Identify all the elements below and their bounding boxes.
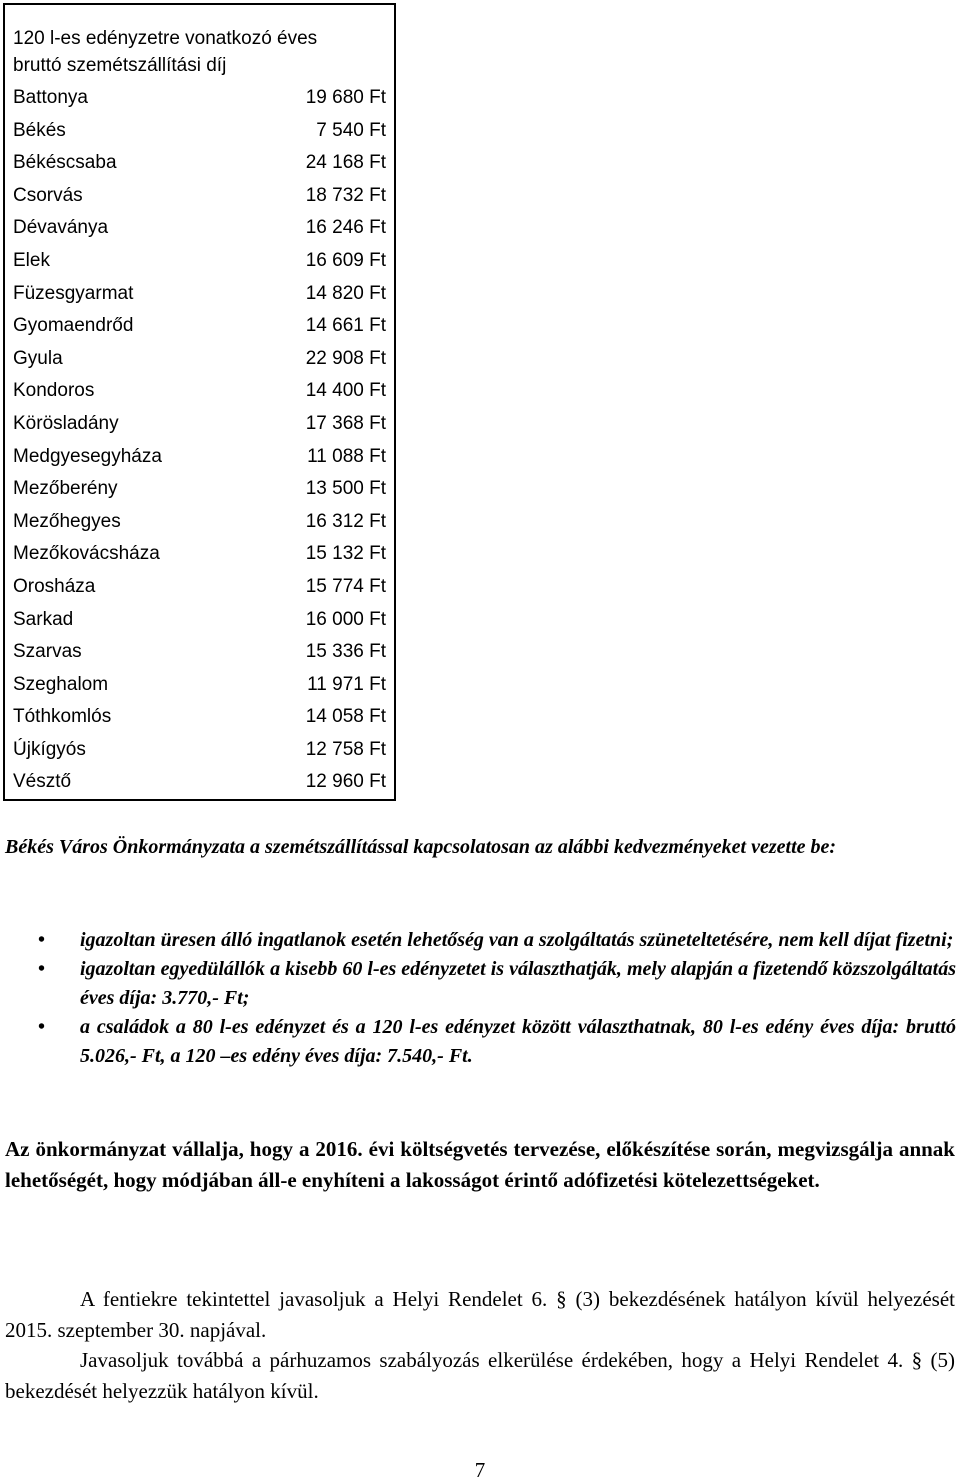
city-name: Füzesgyarmat	[13, 282, 134, 304]
annual-fee: 17 368 Ft	[305, 412, 386, 434]
city-name: Medgyesegyháza	[13, 445, 162, 467]
table-row	[4, 604, 395, 637]
table-row	[4, 212, 395, 245]
annual-fee: 15 774 Ft	[305, 575, 386, 597]
table-row	[4, 701, 395, 734]
fee-table-header	[4, 4, 395, 82]
city-name: Gyula	[13, 347, 63, 369]
table-row	[4, 766, 395, 800]
table-row	[4, 82, 395, 115]
annual-fee: 16 000 Ft	[305, 608, 386, 630]
table-row	[4, 180, 395, 213]
annual-fee: 16 246 Ft	[305, 217, 386, 239]
discounts-intro: Békés Város Önkormányzata a szemétszállítással kapcsolatosan az alábbi kedvezményeket vezette be:	[5, 836, 837, 858]
table-row	[4, 636, 395, 669]
table-row	[4, 441, 395, 474]
fee-table-header-line2: bruttó szemétszállítási díj	[13, 55, 227, 76]
annual-fee: 16 609 Ft	[305, 249, 386, 271]
city-name: Csorvás	[13, 184, 83, 206]
table-row	[4, 408, 395, 441]
city-name: Kondoros	[13, 380, 95, 402]
annual-fee: 13 500 Ft	[305, 478, 386, 500]
annual-fee: 15 336 Ft	[305, 641, 386, 663]
annual-fee: 15 132 Ft	[305, 543, 386, 565]
city-name: Békés	[13, 119, 66, 141]
fee-table-header-row	[4, 4, 395, 82]
city-name: Battonya	[13, 87, 88, 108]
annual-fee: 22 908 Ft	[305, 347, 386, 369]
city-name: Mezőkovácsháza	[13, 543, 160, 565]
fee-table-header-line1: 120 l-es edényzetre vonatkozó éves	[13, 28, 318, 49]
annual-fee: 14 058 Ft	[305, 706, 386, 728]
commitment-paragraph: Az önkormányzat vállalja, hogy a 2016. évi költségvetés tervezése, előkészítése során, megvizsgálja annak lehetőségét, hogy módjában áll-e enyhíteni a lakosságot érintő adófizetési kötelezettségeket.	[5, 1137, 955, 1192]
city-name: Körösladány	[13, 412, 119, 434]
fee-table	[3, 3, 396, 801]
table-row	[4, 115, 395, 148]
city-name: Vésztő	[13, 771, 72, 793]
city-name: Békéscsaba	[13, 152, 117, 174]
city-name: Szeghalom	[13, 673, 109, 695]
proposal-2-text: Javasoljuk továbbá a párhuzamos szabályozás elkerülése érdekében, hogy a Helyi Rendelet 4. § (5) bekezdését helyezzük hatályon kívül.	[5, 1348, 955, 1403]
table-row	[4, 343, 395, 376]
annual-fee: 7 540 Ft	[316, 119, 386, 141]
page-number: 7	[474, 1458, 486, 1482]
city-name: Tóthkomlós	[13, 706, 112, 728]
annual-fee: 11 088 Ft	[307, 445, 386, 467]
annual-fee: 14 661 Ft	[305, 315, 386, 337]
annual-fee: 12 960 Ft	[305, 771, 386, 793]
table-row	[4, 669, 395, 702]
annual-fee: 19 680 Ft	[305, 87, 386, 108]
benefit-item: • igazoltan egyedülállók a kisebb 60 l-es edényzetet is választhatják, mely alapján a fizetendő közszolgáltatás éves díja: 3.770,- Ft;	[0, 955, 956, 1013]
city-name: Szarvas	[13, 641, 82, 663]
annual-fee: 14 820 Ft	[305, 282, 386, 304]
annual-fee: 14 400 Ft	[305, 380, 386, 402]
benefit-item: • igazoltan üresen álló ingatlanok esetén lehetőség van a szolgáltatás szüneteltetésére, nem kell díjat fizetni;	[0, 926, 956, 955]
proposal-1-text: A fentiekre tekintettel javasoljuk a Helyi Rendelet 6. § (3) bekezdésének hatályon kívül helyezését 2015. szeptember 30. napjával.	[5, 1287, 955, 1342]
table-row	[4, 538, 395, 571]
city-name: Mezőhegyes	[13, 510, 121, 532]
city-name: Elek	[13, 249, 50, 271]
city-name: Mezőberény	[13, 478, 118, 500]
benefits-list	[0, 926, 956, 1071]
table-row	[4, 473, 395, 506]
city-name: Újkígyós	[13, 738, 86, 760]
annual-fee: 11 971 Ft	[307, 673, 386, 695]
annual-fee: 18 732 Ft	[305, 184, 386, 206]
table-row	[4, 734, 395, 767]
table-row	[4, 310, 395, 343]
city-name: Gyomaendrőd	[13, 315, 134, 337]
city-name: Dévaványa	[13, 217, 109, 239]
table-row	[4, 571, 395, 604]
city-name: Orosháza	[13, 575, 96, 597]
city-name: Sarkad	[13, 608, 74, 630]
proposal-paragraph-1	[5, 1284, 955, 1346]
annual-fee: 16 312 Ft	[305, 510, 386, 532]
table-row	[4, 147, 395, 180]
table-row	[4, 278, 395, 311]
benefit-item: • a családok a 80 l-es edényzet és a 120 l-es edényzet között választhatnak, 80 l-es edény éves díja: bruttó 5.026,- Ft, a 120 –es edény éves díja: 7.540,- Ft.	[0, 1013, 956, 1071]
annual-fee: 24 168 Ft	[305, 152, 386, 174]
proposal-paragraph-2	[5, 1345, 955, 1407]
annual-fee: 12 758 Ft	[305, 738, 386, 760]
table-row	[4, 506, 395, 539]
table-row	[4, 375, 395, 408]
table-row	[4, 245, 395, 278]
